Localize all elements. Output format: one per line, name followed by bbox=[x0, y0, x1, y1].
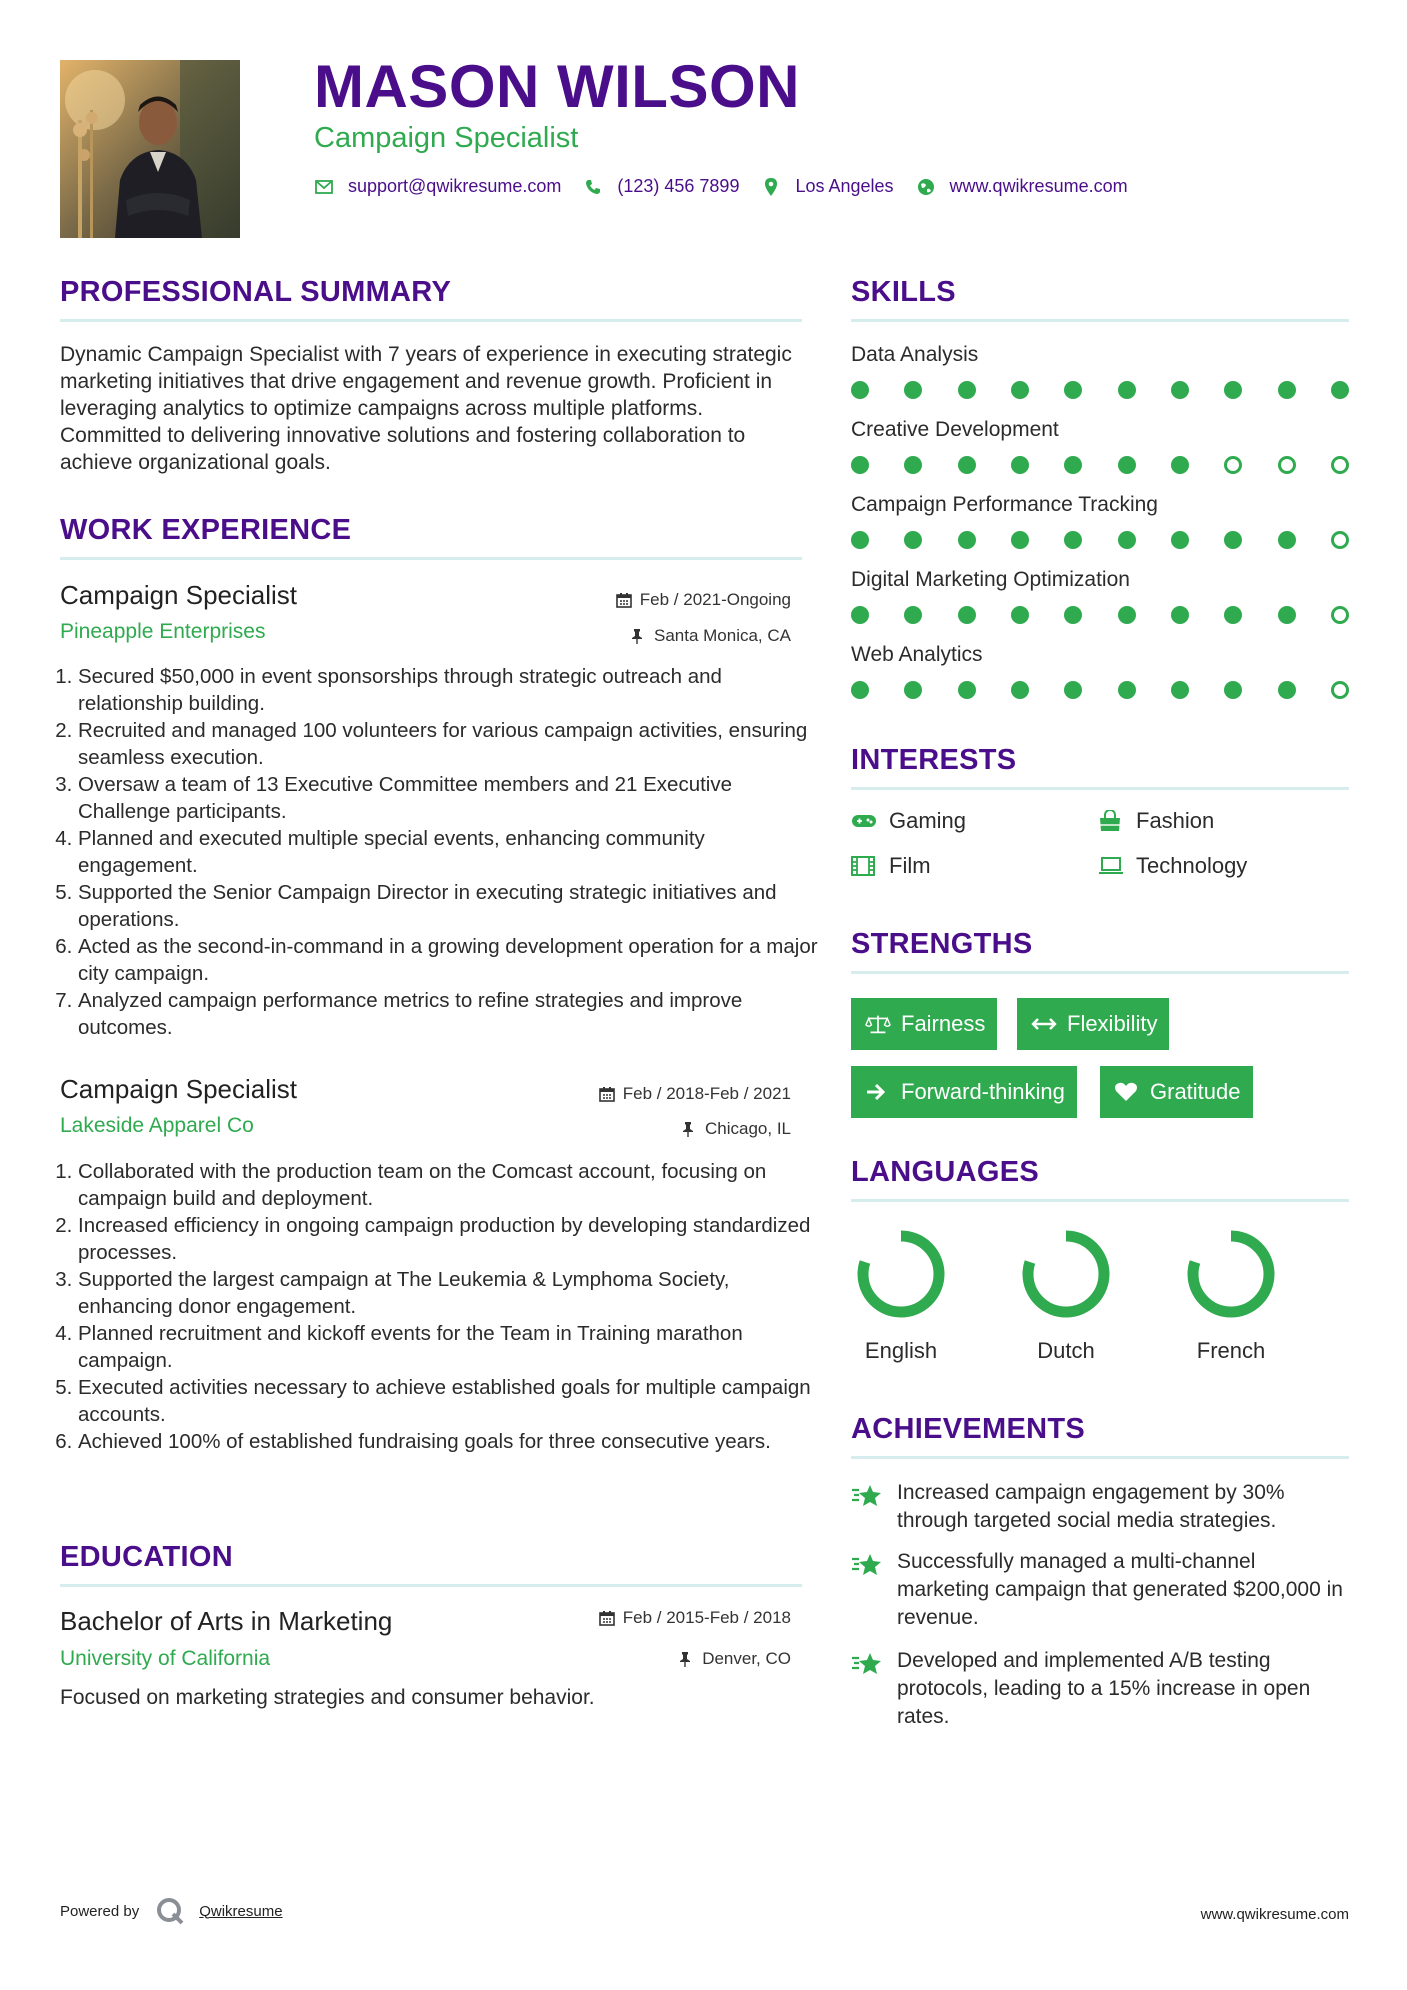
skill-dot-filled bbox=[851, 456, 869, 474]
skill-dot-empty bbox=[1331, 531, 1349, 549]
gamepad-icon bbox=[851, 810, 877, 832]
shooting-star-icon bbox=[851, 1649, 883, 1677]
heart-icon bbox=[1114, 1081, 1140, 1103]
job-dates bbox=[599, 1084, 791, 1104]
language-progress-ring bbox=[1016, 1224, 1116, 1324]
job-dates-text: Feb / 2021-Ongoing bbox=[639, 590, 791, 609]
job-dates bbox=[616, 590, 791, 610]
job-location bbox=[630, 626, 791, 646]
achievement-item bbox=[851, 1647, 1351, 1731]
education-description: Focused on marketing strategies and consumer behavior. bbox=[60, 1686, 595, 1709]
interest-label: Fashion bbox=[1136, 808, 1215, 833]
calendar-icon bbox=[599, 1610, 615, 1626]
language-name: French bbox=[1196, 1338, 1266, 1363]
skill-dot-filled bbox=[1064, 531, 1082, 549]
list-item: 6. Achieved 100% of established fundraising goals for three consecutive years. bbox=[78, 1428, 818, 1455]
skill-rating bbox=[851, 381, 1351, 401]
skill-dot-filled bbox=[1011, 381, 1029, 399]
strength-label: Gratitude bbox=[1150, 1079, 1241, 1104]
skill-dot-filled bbox=[1224, 681, 1242, 699]
skill-name: Data Analysis bbox=[851, 343, 979, 366]
strength-tag-forward-thinking bbox=[851, 1066, 1077, 1118]
section-divider bbox=[851, 319, 1349, 322]
candidate-name: MASON WILSON bbox=[314, 53, 800, 120]
shooting-star-icon bbox=[851, 1550, 883, 1578]
interest-label: Film bbox=[889, 853, 931, 878]
list-item: 1. Secured $50,000 in event sponsorships through strategic outreach and relationship building. bbox=[78, 663, 818, 717]
footer-url[interactable]: www.qwikresume.com bbox=[1200, 1906, 1349, 1923]
education-location-text: Denver, CO bbox=[702, 1649, 791, 1668]
job-location-text: Chicago, IL bbox=[705, 1119, 791, 1138]
pin-icon bbox=[630, 628, 646, 644]
skill-dot-filled bbox=[904, 381, 922, 399]
skill-dot-filled bbox=[1224, 381, 1242, 399]
skill-dot-filled bbox=[1278, 606, 1296, 624]
interest-gaming bbox=[851, 808, 966, 834]
skill-name: Digital Marketing Optimization bbox=[851, 568, 1130, 591]
summary-text: Dynamic Campaign Specialist with 7 years of experience in executing strategic marketing initiatives that drive engagement and revenue growth. Proficient in leveraging analytics to optimize campaigns across multiple platforms. Committed to delivering innovative solutions and fostering collaboration to achieve organizational goals. bbox=[60, 343, 792, 474]
list-item: 2. Increased efficiency in ongoing campaign production by developing standardized processes. bbox=[78, 1212, 818, 1266]
achievement-text: Developed and implemented A/B testing protocols, leading to a 15% increase in open rates. bbox=[897, 1649, 1311, 1728]
list-item: 5. Executed activities necessary to achieve established goals for multiple campaign accounts. bbox=[78, 1374, 818, 1428]
skill-dot-filled bbox=[1011, 456, 1029, 474]
pin-icon bbox=[681, 1121, 697, 1137]
section-divider bbox=[60, 557, 802, 560]
skill-dot-empty bbox=[1278, 456, 1296, 474]
education-heading: EDUCATION bbox=[60, 1541, 233, 1573]
section-divider bbox=[60, 319, 802, 322]
arrow-right-icon bbox=[865, 1081, 891, 1103]
language-progress-ring bbox=[1181, 1224, 1281, 1324]
phone-icon bbox=[583, 177, 603, 197]
contact-email[interactable] bbox=[314, 176, 561, 197]
skill-dot-filled bbox=[1118, 381, 1136, 399]
degree-title: Bachelor of Arts in Marketing bbox=[60, 1606, 393, 1636]
list-item: 5. Supported the Senior Campaign Director in executing strategic initiatives and operations. bbox=[78, 879, 818, 933]
summary-heading: PROFESSIONAL SUMMARY bbox=[60, 276, 452, 308]
pin-icon bbox=[678, 1651, 694, 1667]
interests-heading: INTERESTS bbox=[851, 744, 1017, 776]
language-french bbox=[1181, 1224, 1281, 1364]
contact-website[interactable] bbox=[916, 176, 1128, 197]
list-item: 6. Acted as the second-in-command in a growing development operation for a major city campaign. bbox=[78, 933, 818, 987]
job-bullets bbox=[60, 663, 818, 1041]
skill-dot-filled bbox=[851, 381, 869, 399]
contact-phone[interactable] bbox=[583, 176, 739, 197]
skill-dot-filled bbox=[958, 681, 976, 699]
skill-dot-filled bbox=[1118, 681, 1136, 699]
skill-rating bbox=[851, 681, 1351, 701]
list-item: 4. Planned recruitment and kickoff events for the Team in Training marathon campaign. bbox=[78, 1320, 818, 1374]
strength-label: Fairness bbox=[901, 1011, 986, 1036]
laptop-icon bbox=[1098, 855, 1124, 877]
skill-dot-filled bbox=[1064, 456, 1082, 474]
skill-dot-filled bbox=[1011, 606, 1029, 624]
skill-dot-filled bbox=[1224, 531, 1242, 549]
contact-bar bbox=[314, 176, 1150, 197]
footer-powered-by bbox=[60, 1896, 283, 1926]
education-dates-text: Feb / 2015-Feb / 2018 bbox=[622, 1608, 791, 1627]
skill-dot-filled bbox=[1171, 606, 1189, 624]
skill-dot-filled bbox=[1011, 531, 1029, 549]
skill-dot-filled bbox=[904, 681, 922, 699]
skill-dot-filled bbox=[1064, 681, 1082, 699]
calendar-icon bbox=[616, 592, 632, 608]
skill-dot-filled bbox=[851, 531, 869, 549]
qwikresume-logo-icon bbox=[155, 1896, 185, 1926]
skill-rating bbox=[851, 606, 1351, 626]
experience-heading: WORK EXPERIENCE bbox=[60, 514, 352, 546]
skill-dot-filled bbox=[904, 606, 922, 624]
section-divider bbox=[851, 787, 1349, 790]
job-company: Lakeside Apparel Co bbox=[60, 1114, 254, 1137]
powered-by-label: Powered by bbox=[60, 1902, 140, 1920]
email-text: support@qwikresume.com bbox=[348, 176, 562, 196]
education-location bbox=[678, 1649, 791, 1669]
skill-dot-filled bbox=[1064, 381, 1082, 399]
shopping-bag-icon bbox=[1098, 810, 1124, 832]
strength-tag-flexibility bbox=[1017, 998, 1169, 1050]
job-title: Campaign Specialist bbox=[60, 580, 298, 610]
website-text: www.qwikresume.com bbox=[949, 176, 1128, 196]
skill-dot-filled bbox=[1171, 456, 1189, 474]
skill-dot-filled bbox=[1171, 681, 1189, 699]
skill-name: Campaign Performance Tracking bbox=[851, 493, 1158, 516]
list-item: 3. Supported the largest campaign at The Leukemia & Lymphoma Society, enhancing donor engagement. bbox=[78, 1266, 818, 1320]
interest-label: Gaming bbox=[889, 808, 967, 833]
job-company: Pineapple Enterprises bbox=[60, 620, 266, 643]
skill-dot-empty bbox=[1331, 681, 1349, 699]
skill-dot-filled bbox=[1118, 531, 1136, 549]
skill-dot-filled bbox=[1171, 531, 1189, 549]
skill-dot-empty bbox=[1331, 456, 1349, 474]
section-divider bbox=[851, 1199, 1349, 1202]
education-dates bbox=[599, 1608, 791, 1628]
skill-dot-empty bbox=[1224, 456, 1242, 474]
skill-dot-filled bbox=[851, 681, 869, 699]
map-marker-icon bbox=[761, 177, 781, 197]
profile-photo bbox=[60, 60, 240, 238]
strength-label: Flexibility bbox=[1067, 1011, 1158, 1036]
interest-fashion bbox=[1098, 808, 1214, 834]
job-location-text: Santa Monica, CA bbox=[653, 626, 791, 645]
contact-location bbox=[761, 176, 893, 197]
skill-dot-filled bbox=[1278, 381, 1296, 399]
skill-rating bbox=[851, 456, 1351, 476]
interest-film bbox=[851, 853, 931, 879]
skill-dot-filled bbox=[1171, 381, 1189, 399]
skill-dot-filled bbox=[904, 456, 922, 474]
language-name: English bbox=[864, 1338, 938, 1363]
shooting-star-icon bbox=[851, 1481, 883, 1509]
list-item: 1. Collaborated with the production team on the Comcast account, focusing on campaign build and deployment. bbox=[78, 1158, 818, 1212]
footer-brand-link[interactable]: Qwikresume bbox=[199, 1902, 283, 1920]
language-progress-arc bbox=[863, 1236, 939, 1312]
skill-dot-filled bbox=[958, 456, 976, 474]
section-divider bbox=[60, 1584, 802, 1587]
achievement-item bbox=[851, 1548, 1351, 1632]
list-item: 3. Oversaw a team of 13 Executive Committee members and 21 Executive Challenge participants. bbox=[78, 771, 818, 825]
job-dates-text: Feb / 2018-Feb / 2021 bbox=[622, 1084, 791, 1103]
skill-name: Web Analytics bbox=[851, 643, 983, 666]
balance-scale-icon bbox=[865, 1013, 891, 1035]
skill-dot-filled bbox=[958, 381, 976, 399]
skill-dot-filled bbox=[1011, 681, 1029, 699]
section-divider bbox=[851, 971, 1349, 974]
location-text: Los Angeles bbox=[795, 176, 894, 196]
skill-dot-filled bbox=[1224, 606, 1242, 624]
language-progress-arc bbox=[1193, 1236, 1269, 1312]
language-progress-arc bbox=[1028, 1236, 1104, 1312]
list-item: 2. Recruited and managed 100 volunteers for various campaign activities, ensuring seamless execution. bbox=[78, 717, 818, 771]
language-name: Dutch bbox=[1037, 1338, 1095, 1363]
list-item: 4. Planned and executed multiple special events, enhancing community engagement. bbox=[78, 825, 818, 879]
language-english bbox=[851, 1224, 951, 1364]
skill-dot-filled bbox=[851, 606, 869, 624]
job-location bbox=[681, 1119, 791, 1139]
skill-rating bbox=[851, 531, 1351, 551]
skill-name: Creative Development bbox=[851, 418, 1059, 441]
school-name: University of California bbox=[60, 1647, 271, 1670]
strength-label: Forward-thinking bbox=[901, 1079, 1065, 1104]
envelope-icon bbox=[314, 177, 334, 197]
arrows-horizontal-icon bbox=[1031, 1013, 1057, 1035]
skill-dot-filled bbox=[1278, 681, 1296, 699]
skill-dot-filled bbox=[958, 531, 976, 549]
calendar-icon bbox=[599, 1086, 615, 1102]
strength-tag-fairness bbox=[851, 998, 997, 1050]
skill-dot-filled bbox=[904, 531, 922, 549]
section-divider bbox=[851, 1456, 1349, 1459]
job-bullets bbox=[60, 1158, 818, 1455]
language-dutch bbox=[1016, 1224, 1116, 1364]
achievement-text: Increased campaign engagement by 30% through targeted social media strategies. bbox=[897, 1481, 1285, 1532]
language-progress-ring bbox=[851, 1224, 951, 1324]
globe-icon bbox=[916, 177, 936, 197]
film-icon bbox=[851, 855, 877, 877]
skill-dot-filled bbox=[1064, 606, 1082, 624]
skill-dot-filled bbox=[1118, 606, 1136, 624]
languages-heading: LANGUAGES bbox=[851, 1156, 1039, 1188]
strength-tag-gratitude bbox=[1100, 1066, 1253, 1118]
interest-label: Technology bbox=[1136, 853, 1248, 878]
skill-dot-filled bbox=[958, 606, 976, 624]
skill-dot-filled bbox=[1278, 531, 1296, 549]
skill-dot-empty bbox=[1331, 606, 1349, 624]
list-item: 7. Analyzed campaign performance metrics to refine strategies and improve outcomes. bbox=[78, 987, 818, 1041]
strengths-heading: STRENGTHS bbox=[851, 928, 1033, 960]
skills-heading: SKILLS bbox=[851, 276, 956, 308]
achievement-item bbox=[851, 1479, 1351, 1535]
phone-text: (123) 456 7899 bbox=[617, 176, 740, 196]
skill-dot-filled bbox=[1331, 381, 1349, 399]
job-title: Campaign Specialist bbox=[60, 1074, 298, 1104]
achievement-text: Successfully managed a multi-channel marketing campaign that generated $200,000 in revenue. bbox=[897, 1550, 1343, 1629]
achievements-heading: ACHIEVEMENTS bbox=[851, 1413, 1086, 1445]
interest-technology bbox=[1098, 853, 1247, 879]
skill-dot-filled bbox=[1118, 456, 1136, 474]
candidate-title: Campaign Specialist bbox=[314, 122, 579, 154]
